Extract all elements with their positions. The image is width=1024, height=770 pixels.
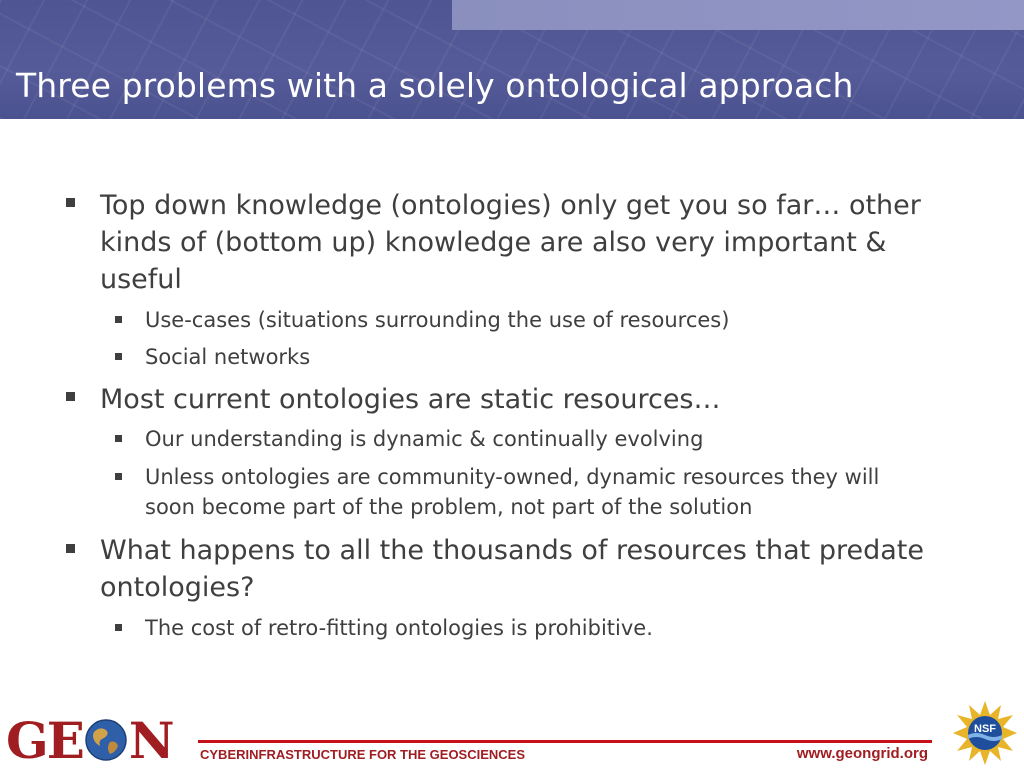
bullet-1-line-1: Top down knowledge (ontologies) only get you so far… other [100,190,921,221]
bullet-1-line-3: useful [100,264,182,295]
square-bullet-icon [115,473,122,480]
bullet-3-line-2: ontologies? [100,572,255,603]
header-accent-strip [452,0,1024,30]
square-bullet-icon [115,353,122,360]
bullet-2-line-1: Most current ontologies are static resources… [100,384,721,415]
bullet-1-sub-2: Social networks [145,345,311,369]
slide-title: Three problems with a solely ontological approach [16,66,854,105]
nsf-seal-icon [952,700,1018,766]
square-bullet-icon [115,624,122,631]
bullet-1-line-2: kinds of (bottom up) knowledge are also very important & [100,227,887,258]
logo-text-left: GE [6,710,83,770]
square-bullet-icon [66,544,75,553]
logo-text-right: N [128,710,173,770]
bullet-3-line-1: What happens to all the thousands of resources that predate [100,535,924,566]
bullet-3-sub-1: The cost of retro-fitting ontologies is prohibitive. [145,616,653,640]
bullet-1-sub-1: Use-cases (situations surrounding the use of resources) [145,308,730,332]
bullet-2-sub-2-line-1: Unless ontologies are community-owned, dynamic resources they will [145,465,880,489]
footer-tagline: CYBERINFRASTRUCTURE FOR THE GEOSCIENCES [200,747,526,762]
square-bullet-icon [115,316,122,323]
square-bullet-icon [66,392,75,401]
nsf-seal-text: NSF [974,723,996,735]
globe-icon [84,718,128,762]
footer-divider [198,740,932,743]
slide-header [0,0,1024,119]
square-bullet-icon [66,198,75,207]
bullet-2-sub-2-line-2: soon become part of the problem, not part of the solution [145,495,753,519]
bullet-2-sub-1: Our understanding is dynamic & continually evolving [145,427,704,451]
footer-url-link[interactable]: www.geongrid.org [796,745,928,762]
square-bullet-icon [115,435,122,442]
geon-logo [6,710,173,770]
